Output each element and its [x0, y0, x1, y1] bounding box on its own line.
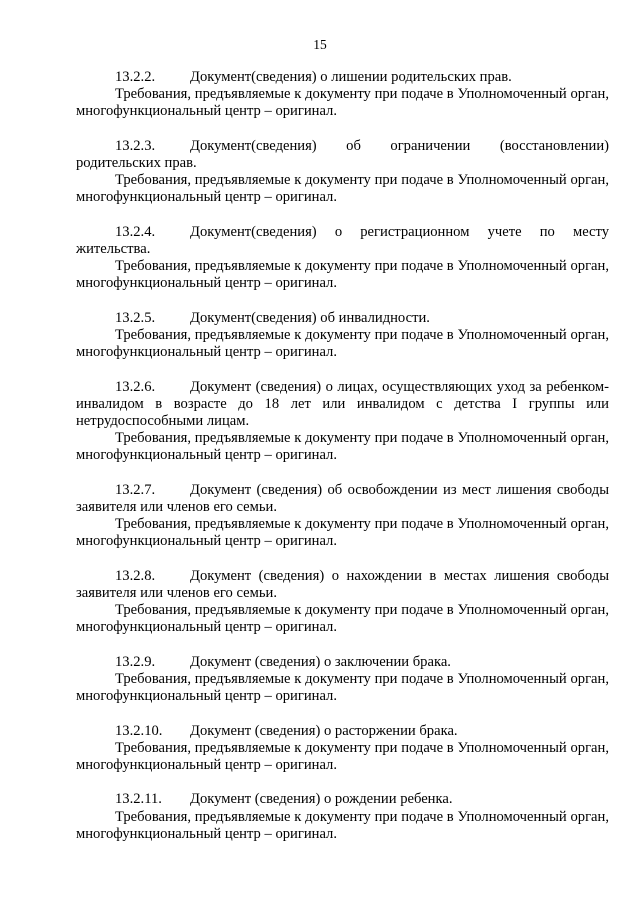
item-requirement: Требования, предъявляемые к документу при подаче в Уполномоченный орган, многофункциональный центр – оригинал.: [76, 739, 609, 773]
item-heading: [76, 723, 609, 740]
item-number: 13.2.4.: [115, 223, 156, 240]
item-heading: [76, 654, 609, 671]
item-title: Документ(сведения) о лишении родительских прав.: [190, 69, 512, 85]
item-heading: [76, 69, 609, 86]
item-number: 13.2.8.: [115, 567, 156, 584]
page-number: 15: [313, 37, 327, 52]
item-number: 13.2.10.: [115, 722, 163, 739]
list-item: [76, 791, 609, 843]
item-number: 13.2.3.: [115, 137, 156, 154]
item-requirement: Требования, предъявляемые к документу при подаче в Уполномоченный орган, многофункциональный центр – оригинал.: [76, 516, 609, 550]
item-requirement: Требования, предъявляемые к документу при подаче в Уполномоченный орган, многофункциональный центр – оригинал.: [76, 671, 609, 705]
item-requirement: Требования, предъявляемые к документу при подаче в Уполномоченный орган, многофункциональный центр – оригинал.: [76, 86, 609, 120]
list-item: [76, 568, 609, 637]
list-item: [76, 310, 609, 362]
item-title: Документ(сведения) о регистрационном учете по месту жительства.: [76, 223, 609, 257]
document-body: [76, 69, 609, 860]
item-number: 13.2.9.: [115, 653, 156, 670]
item-requirement: Требования, предъявляемые к документу при подаче в Уполномоченный орган, многофункциональный центр – оригинал.: [76, 602, 609, 636]
item-heading: [76, 310, 609, 327]
item-title: Документ (сведения) о заключении брака.: [190, 653, 451, 670]
item-number: 13.2.6.: [115, 378, 156, 395]
item-title: Документ (сведения) о лицах, осуществляющих уход за ребенком-инвалидом в возрасте до 18 лет или инвалидом с детства I группы или нетрудоспособными лицам.: [76, 378, 609, 429]
item-requirement: Требования, предъявляемые к документу при подаче в Уполномоченный орган, многофункциональный центр – оригинал.: [76, 172, 609, 206]
item-requirement: Требования, предъявляемые к документу при подаче в Уполномоченный орган, многофункциональный центр – оригинал.: [76, 808, 609, 842]
item-title: Документ (сведения) о рождении ребенка.: [190, 791, 453, 808]
item-title: Документ (сведения) о нахождении в местах лишения свободы заявителя или членов его семьи.: [76, 567, 609, 601]
list-item: [76, 723, 609, 775]
list-item: [76, 138, 609, 207]
item-heading: [76, 138, 609, 172]
item-heading: [76, 224, 609, 258]
item-requirement: Требования, предъявляемые к документу при подаче в Уполномоченный орган, многофункциональный центр – оригинал.: [76, 258, 609, 292]
list-item: [76, 482, 609, 551]
item-heading: [76, 482, 609, 516]
list-item: [76, 224, 609, 293]
item-requirement: Требования, предъявляемые к документу при подаче в Уполномоченный орган, многофункциональный центр – оригинал.: [76, 327, 609, 361]
item-title: Документ (сведения) о расторжении брака.: [190, 722, 458, 739]
item-heading: [76, 379, 609, 431]
item-number: 13.2.5.: [115, 309, 156, 326]
item-number: 13.2.11.: [115, 791, 162, 808]
item-requirement: Требования, предъявляемые к документу при подаче в Уполномоченный орган, многофункциональный центр – оригинал.: [76, 430, 609, 464]
item-title: Документ (сведения) об освобождении из мест лишения свободы заявителя или членов его семьи.: [76, 481, 609, 515]
item-title: Документ(сведения) об инвалидности.: [190, 309, 430, 326]
list-item: [76, 379, 609, 465]
item-number: 13.2.7.: [115, 481, 156, 498]
item-number: 13.2.2.: [115, 69, 156, 85]
list-item: [76, 69, 609, 121]
list-item: [76, 654, 609, 706]
item-heading: [76, 568, 609, 602]
item-title: Документ(сведения) об ограничении (восстановлении) родительских прав.: [76, 137, 609, 171]
item-heading: [76, 791, 609, 808]
